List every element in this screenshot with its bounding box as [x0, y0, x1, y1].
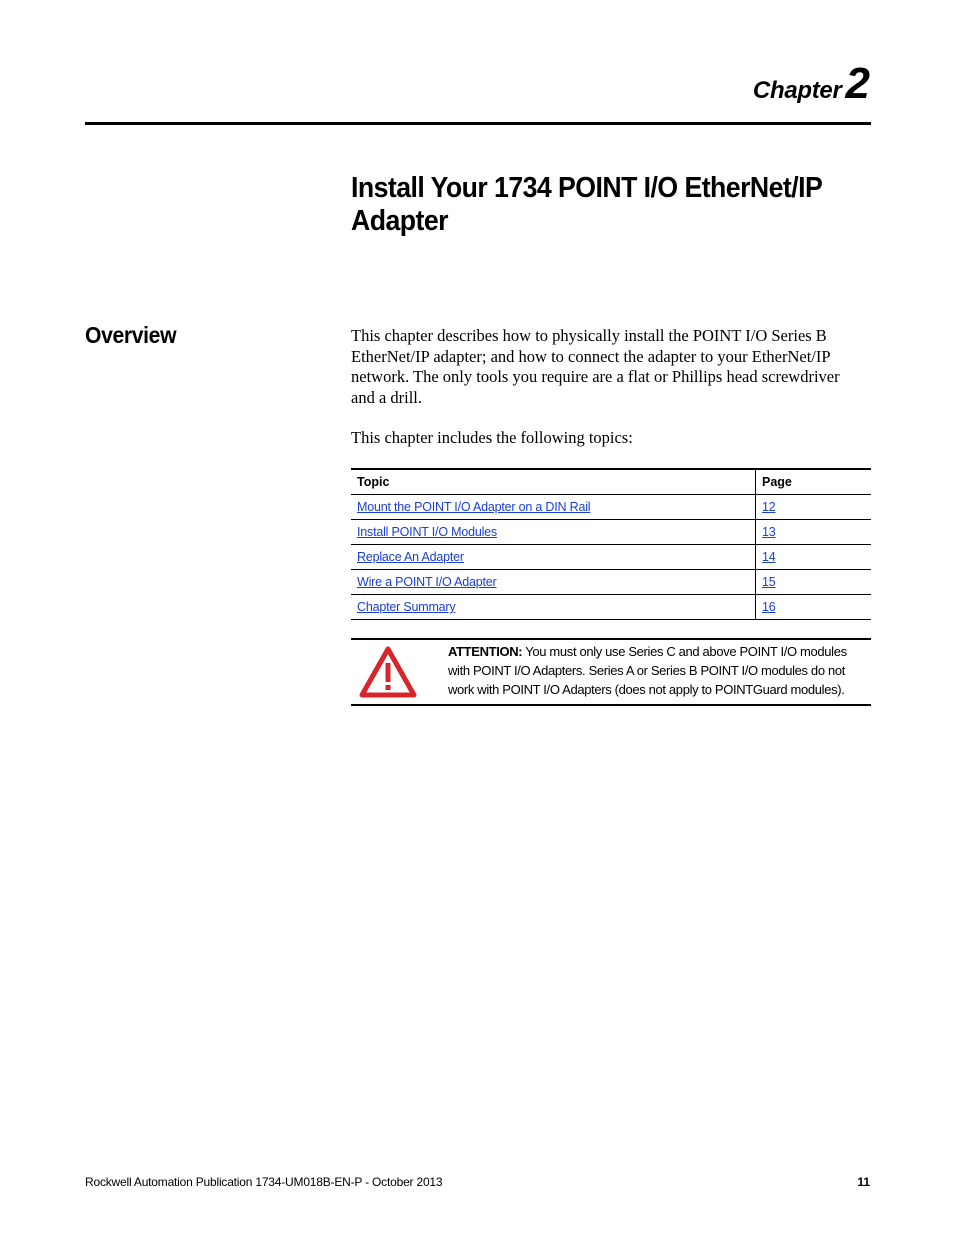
topic-cell: [351, 495, 756, 520]
page-link-replace-adapter[interactable]: 14: [762, 550, 776, 564]
table-row: [351, 520, 871, 545]
footer-publication: Rockwell Automation Publication 1734-UM018B-EN-P - October 2013: [85, 1175, 443, 1189]
topic-link-din-rail[interactable]: Mount the POINT I/O Adapter on a DIN Rail: [357, 500, 591, 514]
page-link-din-rail[interactable]: 12: [762, 500, 776, 514]
page-link-install-modules[interactable]: 13: [762, 525, 776, 539]
topic-column-header: Topic: [351, 469, 756, 495]
chapter-heading: [752, 59, 870, 108]
table-row: [351, 570, 871, 595]
page-column-header: Page: [756, 469, 872, 495]
page-cell: [756, 495, 872, 520]
chapter-label: Chapter: [752, 77, 842, 104]
warning-triangle-icon: [359, 646, 417, 698]
topic-cell: [351, 570, 756, 595]
topic-cell: [351, 520, 756, 545]
attention-box: [351, 638, 871, 706]
table-header-row: [351, 469, 871, 495]
overview-heading: Overview: [85, 322, 177, 348]
topic-cell: [351, 545, 756, 570]
attention-text: [448, 642, 868, 699]
footer-page-number: 11: [857, 1175, 870, 1189]
page-cell: [756, 570, 872, 595]
chapter-number: 2: [845, 59, 870, 108]
topic-cell: [351, 595, 756, 620]
topic-link-wire-adapter[interactable]: Wire a POINT I/O Adapter: [357, 575, 497, 589]
page-link-wire-adapter[interactable]: 15: [762, 575, 776, 589]
overview-paragraph: This chapter describes how to physically install the POINT I/O Series B EtherNet/IP adapter; and how to connect the adapter to your EtherNet/IP network. The only tools you require are a flat or Phillips head screwdriver and a drill.: [351, 326, 840, 407]
topic-link-chapter-summary[interactable]: Chapter Summary: [357, 600, 456, 614]
page-cell: [756, 595, 872, 620]
attention-body: You must only use Series C and above POINT I/O modules with POINT I/O Adapters. Series A or Series B POINT I/O modules do not work with POINT I/O Adapters (does not apply to POINTGuard modules).: [448, 644, 847, 697]
page-cell: [756, 545, 872, 570]
page-title: Install Your 1734 POINT I/O EtherNet/IP Adapter: [351, 172, 822, 237]
page-cell: [756, 520, 872, 545]
attention-lead: ATTENTION:: [448, 644, 523, 659]
table-row: [351, 595, 871, 620]
topic-link-replace-adapter[interactable]: Replace An Adapter: [357, 550, 464, 564]
topics-intro: This chapter includes the following topics:: [351, 428, 633, 447]
page-link-chapter-summary[interactable]: 16: [762, 600, 776, 614]
topics-table: [351, 468, 871, 620]
table-row: [351, 495, 871, 520]
table-row: [351, 545, 871, 570]
chapter-rule: [85, 122, 871, 125]
topic-link-install-modules[interactable]: Install POINT I/O Modules: [357, 525, 497, 539]
